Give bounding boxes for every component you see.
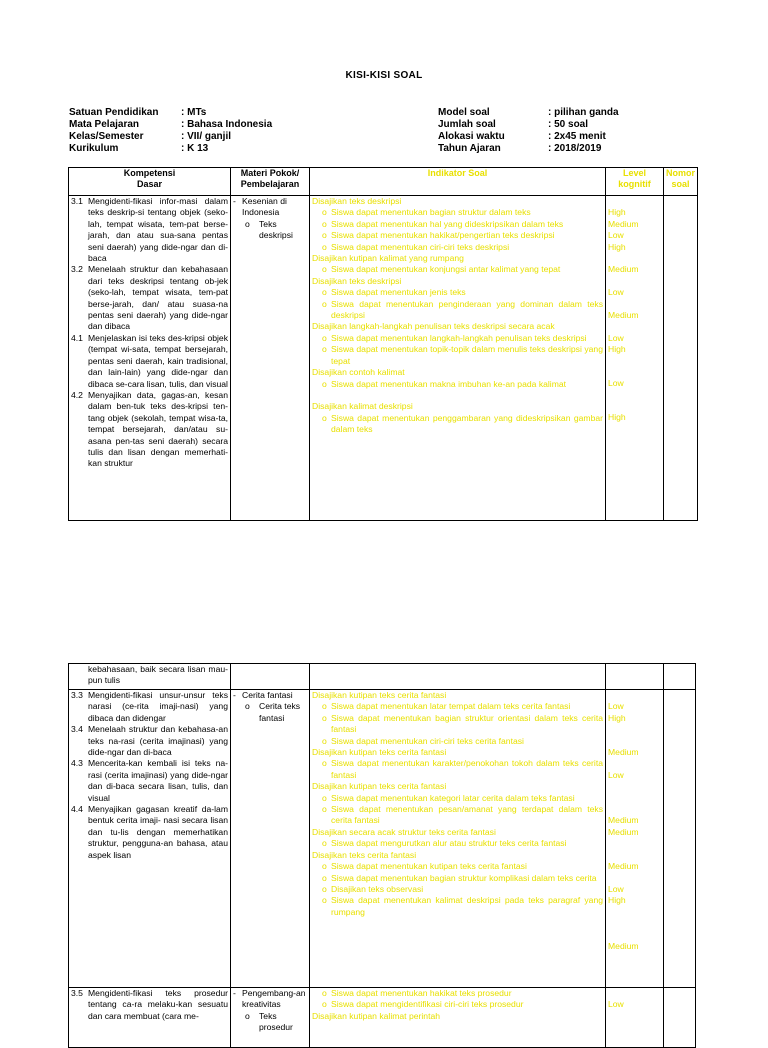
kd-text: Menelaah struktur dan kebahasa-an teks na-rasi (cerita imajinasi) yang dide-ngar dan di-baca	[88, 724, 228, 758]
level-label: Low	[608, 883, 624, 894]
level-label: High	[608, 207, 626, 218]
materi-main	[233, 196, 307, 219]
nomor-cell	[664, 196, 698, 521]
kd-text: Mengidenti-fikasi teks prosedur tentang ca-ra melaku-kan sesuatu dan cara membuat (cara me-	[88, 988, 228, 1021]
indikator-text: Siswa dapat menentukan ciri-ciri teks deskripsi	[331, 241, 510, 252]
meta-row	[438, 119, 619, 131]
materi-cell	[231, 196, 310, 521]
indikator-item	[312, 333, 603, 344]
level-label: High	[608, 344, 626, 355]
level-label	[608, 321, 661, 332]
level-label: Low	[608, 999, 624, 1010]
meta-row	[69, 119, 272, 131]
level-label	[608, 253, 661, 264]
indikator-item	[312, 793, 603, 804]
indikator-group: Disajikan teks cerita fantasi	[312, 849, 417, 860]
kd-text: Menjelaskan isi teks des-kripsi objek (tempat wi-sata, tempat bersejarah, pentas seni daerah, kain tradisional, dan lain-lain) yang dide-ngar dan dibaca se-cara lisan, tulis, dan visual	[88, 332, 228, 389]
meta-row	[69, 143, 272, 155]
level-label: High	[608, 712, 626, 723]
materi-main-text: Pengembang-an kreativitas	[242, 988, 306, 1010]
materi-sub	[233, 219, 307, 242]
indikator-group: Disajikan secara acak struktur teks cerita fantasi	[312, 826, 496, 837]
indikator-item	[312, 999, 603, 1010]
meta-value: : VII/ ganjil	[181, 131, 232, 142]
level-label: High	[608, 895, 626, 906]
kd-number: 3.5	[71, 988, 83, 998]
indikator-item	[312, 299, 603, 322]
level-label	[608, 758, 661, 769]
circle-bullet-icon: o	[322, 758, 327, 769]
meta-label: Kelas/Semester	[69, 131, 144, 142]
indikator-group: Disajikan teks deskripsi	[312, 196, 402, 206]
materi-cell	[231, 988, 310, 1048]
materi-sub	[233, 1011, 307, 1034]
indikator-cell	[310, 196, 606, 521]
kisi-table-2	[68, 663, 696, 1048]
indikator-item	[312, 344, 603, 367]
level-cell	[606, 664, 664, 690]
level-label	[608, 781, 661, 792]
circle-bullet-icon: o	[322, 792, 327, 803]
indikator-item	[312, 884, 603, 895]
level-label: Medium	[608, 746, 639, 757]
materi-sub-text: Cerita teks fantasi	[259, 701, 301, 723]
indikator-item	[312, 713, 603, 736]
circle-bullet-icon: o	[322, 804, 327, 815]
indikator-text: Siswa dapat menentukan hal yang dideskripsikan dalam teks	[331, 218, 564, 229]
indikator-item	[312, 873, 603, 884]
level-label	[608, 929, 661, 940]
indikator-group: Disajikan contoh kalimat	[312, 367, 405, 378]
indikator-item	[312, 838, 603, 849]
nomor-cell	[664, 664, 696, 690]
kd-text: Menelaah struktur dan kebahasaan dari teks deskripsi tentang ob-jek (seko-lah, tempat wisata, tem-pat berse-jarah, dan/ atau suasa-na pentas seni daerah) yang dide-ngar dan dibaca	[88, 264, 228, 332]
level-label	[608, 355, 661, 366]
level-label	[608, 276, 661, 287]
meta-label: Alokasi waktu	[438, 131, 505, 142]
indikator-text: Siswa dapat menentukan hakikat teks prosedur	[331, 988, 512, 998]
meta-row	[438, 131, 619, 143]
materi-sub-text: Teks prosedur	[259, 1010, 293, 1033]
header-nomor: Nomor soal	[664, 168, 698, 196]
meta-label: Model soal	[438, 107, 490, 118]
meta-value: : Bahasa Indonesia	[181, 119, 273, 130]
meta-value: : pilihan ganda	[548, 107, 619, 118]
circle-bullet-icon: o	[322, 378, 327, 389]
indikator-item	[312, 413, 603, 436]
circle-bullet-icon: o	[322, 861, 327, 872]
circle-bullet-icon: o	[322, 701, 327, 712]
indikator-text: Siswa dapat menentukan karakter/penokohan tokoh dalam teks cerita fantasi	[331, 758, 603, 780]
indikator-item	[312, 219, 603, 230]
materi-sub-text: Teks deskripsi	[259, 218, 293, 241]
kd-item	[71, 690, 228, 724]
kd-number: 4.4	[71, 804, 83, 815]
meta-row	[69, 131, 272, 143]
indikator-item	[312, 804, 603, 827]
circle-bullet-icon: o	[322, 344, 327, 355]
level-label	[608, 906, 661, 917]
circle-bullet-icon: o	[322, 218, 327, 229]
kd-text: Mengidenti-fikasi unsur-unsur teks narasi (ce-rita imaji-nasi) yang dibaca dan didengar	[88, 690, 228, 723]
indikator-item	[312, 758, 603, 781]
level-label	[608, 299, 661, 310]
indikator-item	[312, 242, 603, 253]
indikator-text: Siswa dapat mengidentifikasi ciri-ciri teks prosedur	[331, 999, 524, 1010]
meta-label: Tahun Ajaran	[438, 143, 501, 154]
level-label	[608, 838, 661, 849]
circle-bullet-icon: o	[322, 712, 327, 723]
indikator-item	[312, 736, 603, 747]
nomor-cell	[664, 988, 696, 1048]
level-label: Medium	[608, 860, 639, 871]
level-cell	[606, 690, 664, 988]
indikator-item	[312, 264, 603, 275]
indikator-group: Disajikan langkah-langkah penulisan teks deskripsi secara acak	[312, 321, 555, 332]
meta-row	[69, 107, 272, 119]
kd-item	[71, 664, 228, 687]
level-cell	[606, 988, 664, 1048]
indikator-cell	[310, 988, 606, 1048]
indikator-group: Disajikan kutipan kalimat yang rumpang	[312, 253, 464, 264]
circle-bullet-icon: o	[322, 988, 327, 998]
indikator-text: Siswa dapat menentukan konjungsi antar kalimat yang tepat	[331, 264, 561, 275]
kd-text: Menyajikan data, gagas-an, kesan dalam ben-tuk teks des-kripsi ten-tang objek (sekolah, tempat wisa-ta, tempat bersejarah, dan/atau su-asana pen-tas seni daerah) secara tulis dan lisan dengan memerhati-kan struktur	[88, 389, 228, 469]
circle-bullet-icon: o	[322, 999, 327, 1010]
indikator-item	[312, 861, 603, 872]
circle-bullet-icon: o	[322, 895, 327, 906]
level-label: Medium	[608, 940, 639, 951]
kd-number	[71, 664, 88, 687]
kd-text: Menyajikan gagasan kreatif da-lam bentuk cerita imaji- nasi secara lisan dan tu-lis dengan memerhatikan struktur, pengguna-an bahasa, atau aspek lisan	[88, 804, 228, 860]
kd-number: 3.3	[71, 690, 83, 700]
level-label: Medium	[608, 218, 639, 229]
circle-bullet-icon: o	[322, 883, 327, 894]
meta-right	[438, 107, 619, 155]
indikator-text: Siswa dapat menentukan kategori latar cerita dalam teks fantasi	[331, 792, 575, 803]
header-materi: Materi Pokok/ Pembelajaran	[231, 168, 310, 196]
materi-sub	[233, 701, 307, 724]
circle-bullet-icon: o	[322, 298, 327, 309]
level-label	[608, 793, 661, 804]
level-label: High	[608, 412, 626, 423]
kd-item	[71, 390, 228, 470]
level-label	[608, 196, 661, 207]
indikator-item	[312, 287, 603, 298]
indikator-cell	[310, 664, 606, 690]
kd-item	[71, 758, 228, 804]
kd-number: 3.4	[71, 724, 83, 735]
kd-number: 3.1	[71, 196, 83, 206]
level-label	[608, 724, 661, 735]
meta-label: Jumlah soal	[438, 119, 496, 130]
kd-cell	[69, 988, 231, 1048]
kd-cell	[69, 196, 231, 521]
meta-value: : K 13	[181, 143, 209, 154]
circle-bullet-icon: o	[245, 701, 250, 712]
indikator-text: Siswa dapat menentukan bagian struktur komplikasi dalam teks cerita	[331, 872, 597, 883]
meta-value: : 2x45 menit	[548, 131, 606, 142]
level-label: Low	[608, 287, 624, 298]
kd-text: Mencerita-kan kembali isi teks na-rasi (cerita imajinasi) yang dide-ngar dan di-baca secara lisan, tulis, dan visual	[88, 758, 228, 803]
kd-item	[71, 264, 228, 332]
circle-bullet-icon: o	[322, 264, 327, 275]
dash-bullet: -	[233, 690, 236, 700]
indikator-text: Siswa dapat menentukan penggambaran yang dideskripsikan gambar dalam teks	[331, 412, 603, 435]
kd-item	[71, 196, 228, 264]
indikator-text: Disajikan teks observasi	[331, 883, 424, 894]
dash-bullet: -	[233, 988, 236, 998]
level-label: Low	[608, 701, 624, 712]
meta-value: : 50 soal	[548, 119, 589, 130]
indikator-text: Siswa dapat menentukan topik-topik dalam menulis teks deskripsi yang tepat	[331, 344, 603, 366]
header-kompetensi-dasar: Kompetensi Dasar	[69, 168, 231, 196]
indikator-text: Siswa dapat menentukan hakikat/pengertian teks deskripsi	[331, 230, 555, 241]
indikator-item	[312, 230, 603, 241]
materi-main-text: Kesenian di Indonesia	[242, 196, 287, 218]
circle-bullet-icon: o	[322, 241, 327, 252]
level-label	[608, 690, 661, 701]
meta-row	[438, 143, 619, 155]
indikator-text: Siswa dapat menentukan bagian struktur orientasi dalam teks cerita fantasi	[331, 712, 603, 735]
level-label: Medium	[608, 264, 639, 275]
meta-row	[438, 107, 619, 119]
indikator-item	[312, 895, 603, 918]
level-label	[608, 918, 661, 929]
kd-text: Mengidenti-fikasi infor-masi dalam teks deskrip-si tentang objek (seko-lah, tempat wisata, tem-pat berse-jarah, dan atau sua-sana pentas seni daerah) yang dide-ngar dan di-baca	[88, 196, 228, 264]
circle-bullet-icon: o	[245, 1010, 250, 1021]
kd-item	[71, 804, 228, 861]
circle-bullet-icon: o	[322, 872, 327, 883]
indikator-item	[312, 701, 603, 712]
indikator-group: Disajikan kalimat deskripsi	[312, 401, 413, 412]
level-label: Low	[608, 769, 624, 780]
indikator-text: Siswa dapat menentukan ciri-ciri teks cerita fantasi	[331, 735, 524, 746]
level-label: Low	[608, 230, 624, 241]
materi-cell	[231, 690, 310, 988]
level-label	[608, 988, 661, 999]
circle-bullet-icon: o	[322, 838, 327, 849]
indikator-text: Siswa dapat menentukan bagian struktur dalam teks	[331, 207, 531, 218]
indikator-item	[312, 207, 603, 218]
level-label	[608, 390, 661, 401]
header-level: Level kognitif	[606, 168, 664, 196]
indikator-text: Siswa dapat menentukan langkah-langkah penulisan teks deskripsi	[331, 332, 587, 343]
meta-value: : 2018/2019	[548, 143, 602, 154]
materi-main	[233, 988, 307, 1011]
indikator-text: Siswa dapat menentukan makna imbuhan ke-an pada kalimat	[331, 378, 567, 389]
meta-left	[69, 107, 272, 155]
circle-bullet-icon: o	[322, 207, 327, 218]
materi-main	[233, 690, 307, 701]
kd-number: 3.2	[71, 264, 83, 275]
kd-item	[71, 988, 228, 1022]
kisi-table-1	[68, 167, 698, 521]
circle-bullet-icon: o	[245, 218, 250, 229]
indikator-text: Siswa dapat menentukan latar tempat dalam teks cerita fantasi	[331, 701, 571, 712]
indikator-text: Siswa dapat menentukan kutipan teks cerita fantasi	[331, 861, 527, 872]
indikator-text: Siswa dapat menentukan penginderaan yang dominan dalam teks deskripsi	[331, 298, 603, 321]
indikator-group: Disajikan kutipan teks cerita fantasi	[312, 781, 447, 792]
level-label: Medium	[608, 826, 639, 837]
level-label: Medium	[608, 815, 639, 826]
kd-item	[71, 724, 228, 758]
dash-bullet: -	[233, 196, 236, 206]
indikator-text: Siswa dapat menentukan jenis teks	[331, 287, 466, 298]
indikator-item	[312, 379, 603, 390]
kd-number: 4.2	[71, 389, 83, 400]
kd-number: 4.1	[71, 332, 83, 343]
level-label	[608, 401, 661, 412]
indikator-group: Disajikan teks deskripsi	[312, 275, 402, 286]
level-label: Medium	[608, 309, 639, 320]
kd-cell	[69, 664, 231, 690]
indikator-text: Siswa dapat menentukan pesan/amanat yang terdapat dalam teks cerita fantasi	[331, 804, 603, 826]
level-label: Low	[608, 332, 624, 343]
materi-main-text: Cerita fantasi	[242, 690, 293, 700]
circle-bullet-icon: o	[322, 412, 327, 423]
meta-label: Satuan Pendidikan	[69, 107, 159, 118]
kd-number: 4.3	[71, 758, 83, 769]
level-label: High	[608, 241, 626, 252]
indikator-group: Disajikan kutipan kalimat perintah	[312, 1010, 441, 1021]
kd-text: kebahasaan, baik secara lisan mau-pun tulis	[88, 664, 228, 686]
materi-cell	[231, 664, 310, 690]
indikator-spacer	[312, 390, 603, 401]
level-cell	[606, 196, 664, 521]
indikator-group: Disajikan kutipan teks cerita fantasi	[312, 747, 447, 758]
document-title: KISI-KISI SOAL	[345, 70, 423, 81]
nomor-cell	[664, 690, 696, 988]
indikator-cell	[310, 690, 606, 988]
indikator-text: Siswa dapat menentukan kalimat deskripsi pada teks paragraf yang rumpang	[331, 895, 603, 917]
level-label	[608, 367, 661, 378]
indikator-group: Disajikan kutipan teks cerita fantasi	[312, 690, 447, 700]
kd-cell	[69, 690, 231, 988]
circle-bullet-icon: o	[322, 332, 327, 343]
circle-bullet-icon: o	[322, 230, 327, 241]
meta-label: Kurikulum	[69, 143, 119, 154]
meta-value: : MTs	[181, 107, 207, 118]
circle-bullet-icon: o	[322, 735, 327, 746]
level-label	[608, 849, 661, 860]
level-label	[608, 736, 661, 747]
level-label: Low	[608, 378, 624, 389]
indikator-item	[312, 988, 603, 999]
level-label	[608, 804, 661, 815]
meta-label: Mata Pelajaran	[69, 119, 140, 130]
circle-bullet-icon: o	[322, 287, 327, 298]
indikator-text: Siswa dapat mengurutkan alur atau struktur teks cerita fantasi	[331, 838, 567, 849]
header-indikator: Indikator Soal	[310, 168, 606, 196]
level-label	[608, 872, 661, 883]
kd-item	[71, 333, 228, 390]
